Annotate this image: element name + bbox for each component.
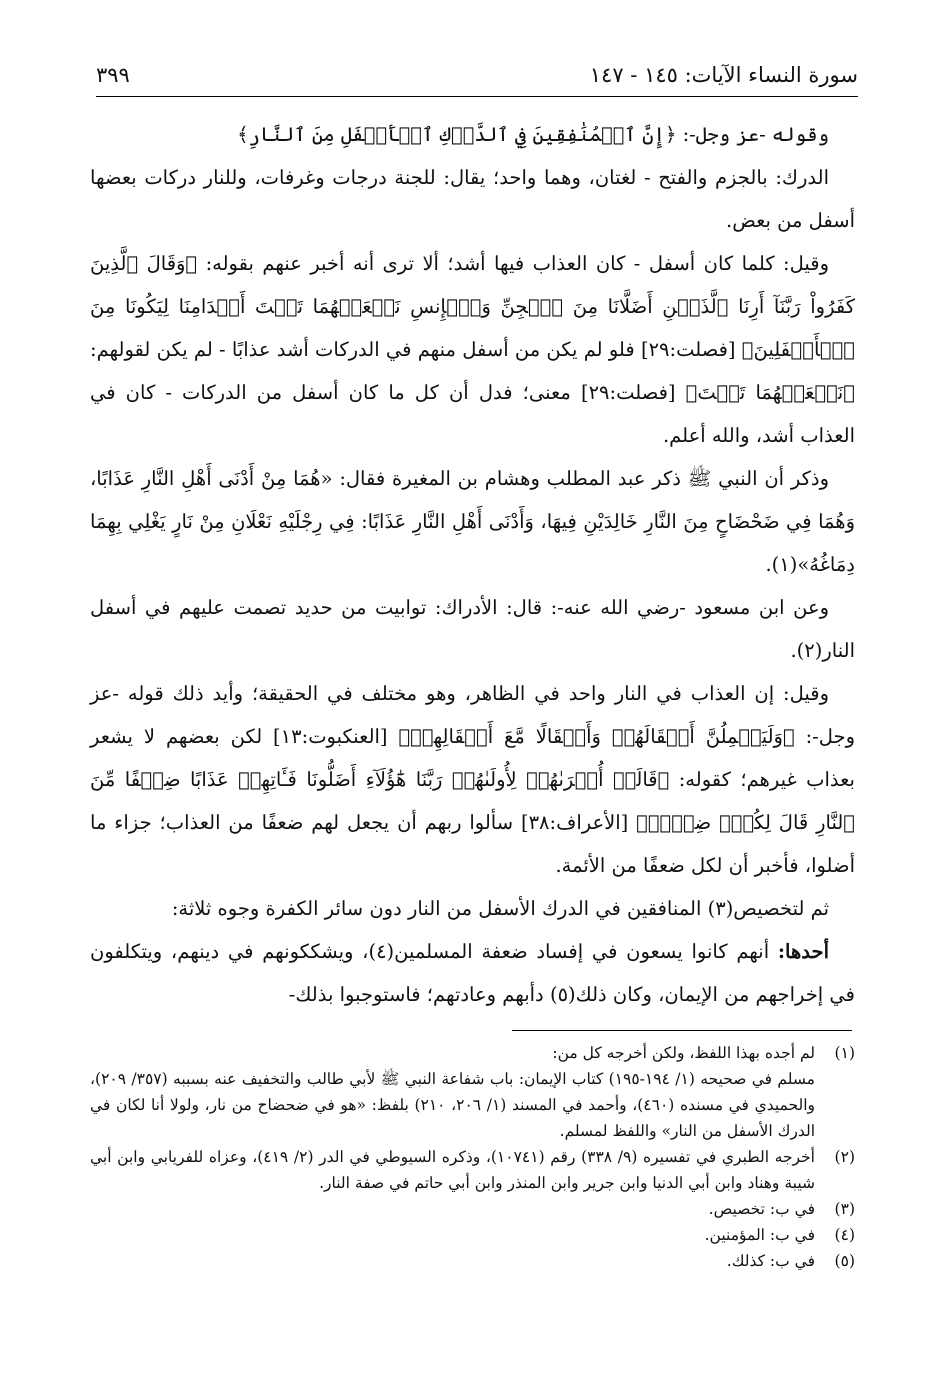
footnote (90, 1222, 855, 1248)
page-number: ٣٩٩ (96, 63, 130, 87)
footnote-number: (٤) (834, 1226, 855, 1244)
running-title: سورة النساء الآيات: ١٤٥ - ١٤٧ (589, 63, 858, 87)
paragraph: وقيل: كلما كان أسفل - كان العذاب فيها أشد؛ ألا ترى أنه أخبر عنهم بقوله: ﴿وَقَالَ ٱلَّذِينَ كَفَرُواْ رَبَّنَآ أَرِنَا ٱلَّذَيۡنِ أَضَلَّانَا مِنَ ٱلۡجِنِّ وَٱلۡإِنسِ نَجۡعَلۡهُمَا تَحۡتَ أَقۡدَامِنَا لِيَكُونَا مِنَ ٱلۡأَسۡفَلِينَ﴾ [فصلت:٢٩] فلو لم يكن من أسفل منهم في الدركات أشد عذابًا - لم يكن لقولهم: ﴿نَجۡعَلۡهُمَا تَحۡتَ﴾ [فصلت:٢٩] معنى؛ فدل أن كل ما كان أسفل من الدركات - كان في العذاب أشد، والله أعلم. (90, 252, 855, 447)
paragraph: وقوله -عز وجل-: ﴿إِنَّ ٱلۡمُنَٰفِقِينَ فِي ٱلدَّرۡكِ ٱلۡأَسۡفَلِ مِنَ ٱلنَّارِ﴾ (237, 123, 829, 146)
point-label: أحدها: (777, 940, 829, 963)
footnote-number: (٥) (834, 1252, 855, 1270)
footnote (90, 1144, 855, 1196)
footnote (90, 1248, 855, 1274)
paragraph: وعن ابن مسعود -رضي الله عنه-: قال: الأدراك: توابيت من حديد تصمت عليهم في أسفل النار(٢). (90, 596, 855, 662)
footnote-number: (٣) (834, 1200, 855, 1218)
footnote-rule (512, 1030, 852, 1031)
footnote-line: أخرجه الطبري في تفسيره (٩/ ٣٣٨) رقم (١٠٧٤١)، وذكره السيوطي في الدر (٢/ ٤١٩)، وعزاه للفريابي وابن أبي شيبة وهناد وابن أبي الدنيا وابن جرير وابن المنذر وابن أبي حاتم في صفة النار. (90, 1148, 815, 1192)
footnote-number: (١) (834, 1044, 855, 1062)
footnote-line: في ب: كذلك. (726, 1252, 815, 1270)
footnote-number: (٢) (834, 1148, 855, 1166)
paragraph: وذكر أن النبي ﷺ ذكر عبد المطلب وهشام بن المغيرة فقال: «هُمَا مِنْ أَدْنَى أَهْلِ النَّارِ عَذَابًا، وَهُمَا فِي ضَحْضَاحٍ مِنَ النَّارِ خَالِدَيْنِ فِيهَا، وَأَدْنَى أَهْلِ النَّارِ عَذَابًا: فِي رِجْلَيْهِ نَعْلَانِ مِنْ نَارٍ يَغْلِي بِهِمَا دِمَاغُهُ»(١). (90, 467, 855, 576)
footnote (90, 1196, 855, 1222)
footnote-line: لم أجده بهذا اللفظ، ولكن أخرجه كل من: (552, 1044, 815, 1062)
footnote (90, 1040, 855, 1144)
paragraph: وقيل: إن العذاب في النار واحد في الظاهر، وهو مختلف في الحقيقة؛ وأيد ذلك قوله -عز وجل-: ﴿وَلَيَحۡمِلُنَّ أَثۡقَالَهُمۡ وَأَثۡقَالًا مَّعَ أَثۡقَالِهِمۡ﴾ [العنكبوت:١٣] لكن بعضهم لا يشعر بعذاب غيرهم؛ كقوله: ﴿قَالَتۡ أُخۡرَىٰهُمۡ لِأُولَىٰهُمۡ رَبَّنَا هَٰٓؤُلَآءِ أَضَلُّونَا فَـَٔاتِهِمۡ عَذَابًا ضِعۡفًا مِّنَ ٱلنَّارِ قَالَ لِكُلّٖ ضِعۡفٞ﴾ [الأعراف:٣٨] سألوا ربهم أن يجعل لهم ضعفًا من العذاب؛ جزاء ما أضلوا، فأخبر أن لكل ضعفًا من الأئمة. (90, 682, 855, 877)
footnote-line: في ب: المؤمنين. (704, 1226, 815, 1244)
paragraph-point-one (90, 930, 855, 1016)
footnotes (90, 1040, 855, 1274)
point-text: أنهم كانوا يسعون في إفساد ضعفة المسلمين(٤)، ويشككونهم في دينهم، ويتكلفون في إخراجهم من الإيمان، وكان ذلك(٥) دأبهم وعادتهم؛ فاستوجبوا بذلك- (90, 940, 855, 1006)
footnote-line: مسلم في صحيحه (١/ ١٩٤-١٩٥) كتاب الإيمان: باب شفاعة النبي ﷺ لأبي طالب والتخفيف عنه بسببه (٣٥٧/ ٢٠٩)، والحميدي في مسنده (٤٦٠)، وأحمد في المسند (١/ ٢٠٦، ٢١٠) بلفظ: «هو في ضحضاح من نار، ولولا أنا لكان في الدرك الأسفل من النار» واللفظ لمسلم. (90, 1070, 816, 1140)
header-rule (96, 96, 858, 97)
paragraph: ثم لتخصيص(٣) المنافقين في الدرك الأسفل من النار دون سائر الكفرة وجوه ثلاثة: (171, 897, 829, 920)
footnote-line: في ب: تخصيص. (708, 1200, 815, 1218)
main-text (90, 113, 855, 1016)
page-header (96, 56, 858, 94)
paragraph: الدرك: بالجزم والفتح - لغتان، وهما واحد؛ يقال: للجنة درجات وغرفات، وللنار دركات بعضها أسفل من بعض. (90, 166, 855, 232)
